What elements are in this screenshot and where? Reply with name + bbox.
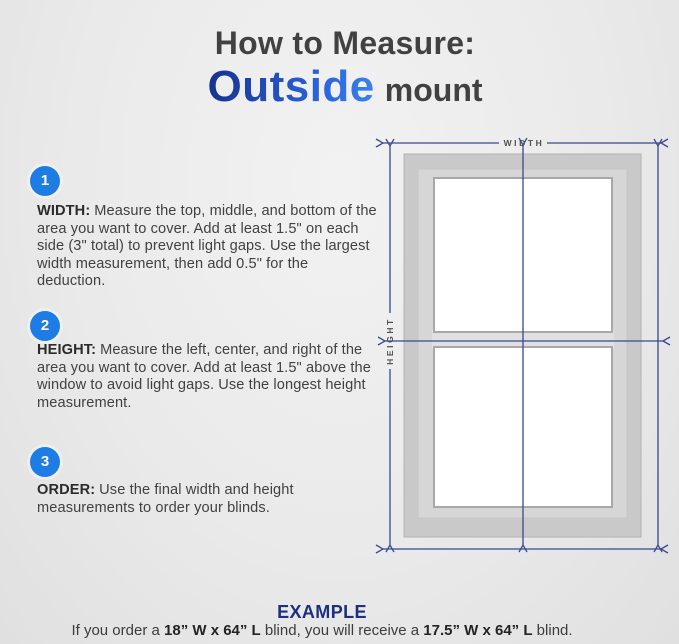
step-2-text	[37, 342, 377, 412]
title-mount-text: mount	[384, 72, 483, 108]
example-received-size: 17.5” W x 64” L	[423, 622, 533, 639]
step-2-label: HEIGHT:	[37, 342, 97, 358]
step-1-badge: 1	[30, 166, 60, 196]
title-highlight-outside: Outside	[207, 62, 375, 111]
step-1-body: Measure the top, middle, and bottom of the area you want to cover. Add at least 1.5" on each side (3" total) to prevent light gaps. Use the largest width measurement, then add 0.5" for the deduction.	[37, 203, 377, 289]
step-3-text	[37, 482, 377, 517]
step-1-text	[37, 203, 377, 291]
title-line-2	[207, 62, 482, 112]
step-2-badge: 2	[30, 311, 60, 341]
step-2-body: Measure the left, center, and right of the area you want to cover. Add at least 1.5" above the window to avoid light gaps. Use the longest height measurement.	[37, 342, 371, 411]
example-suffix: blind.	[532, 622, 573, 639]
step-3-label: ORDER:	[37, 482, 96, 498]
step-3-body: Use the final width and height measurements to order your blinds.	[37, 482, 294, 516]
width-dimension-label: WIDTH	[503, 138, 545, 148]
page-title	[207, 25, 482, 112]
window-measurement-diagram	[372, 124, 678, 566]
step-1-label: WIDTH:	[37, 203, 91, 219]
example-prefix: If you order a	[71, 622, 165, 639]
step-3-badge: 3	[30, 447, 60, 477]
title-line-1: How to Measure:	[214, 25, 476, 61]
height-dimension-label: HEIGHT	[385, 317, 395, 365]
example-middle: blind, you will receive a	[260, 622, 424, 639]
example-ordered-size: 18” W x 64” L	[164, 622, 261, 639]
example-heading: EXAMPLE	[277, 602, 367, 622]
example-sentence	[71, 622, 572, 639]
